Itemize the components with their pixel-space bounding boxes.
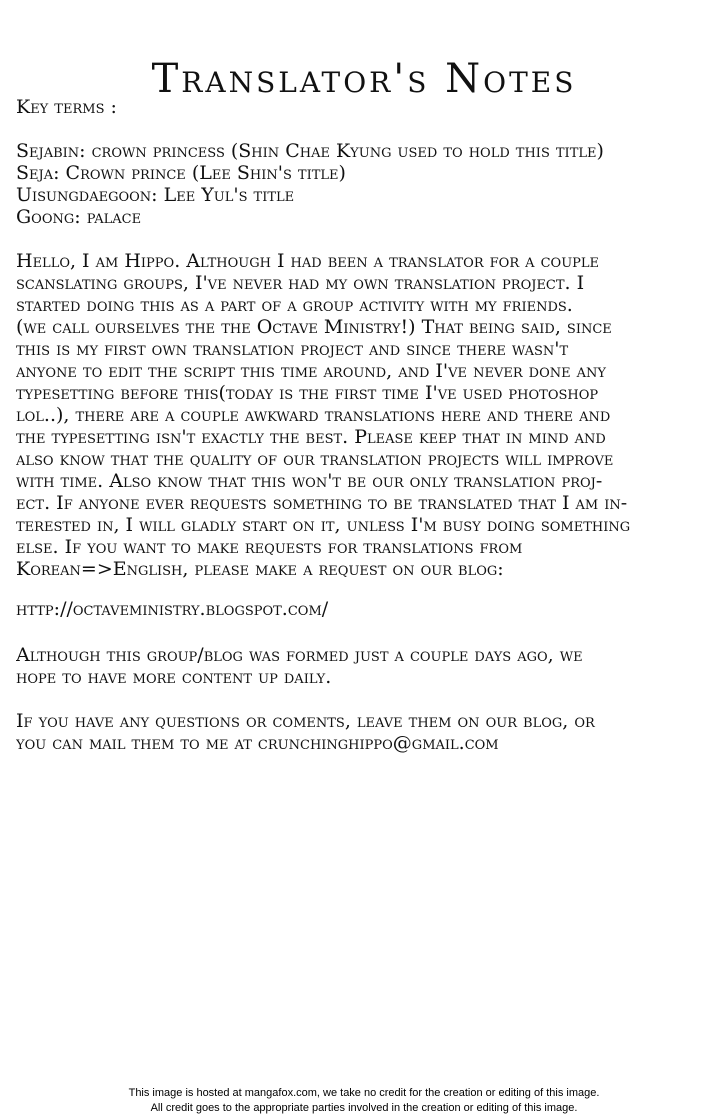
intro-line: lol..), there are a couple awkward translations here and there and [16,404,611,426]
intro-line: typesetting before this(today is the first time I've used photoshop [16,382,599,404]
intro-paragraph [16,250,716,580]
page-title: Translator's Notes [151,55,577,102]
intro-line: started doing this as a part of a group activity with my friends. [16,294,573,316]
closing-line: hope to have more content up daily. [16,666,332,688]
intro-line: Korean=>English, please make a request on our blog: [16,558,504,580]
key-terms-heading: Key terms : [16,96,117,118]
disclaimer-line: All credit goes to the appropriate parties involved in the creation or editing of this image. [150,1102,578,1114]
disclaimer-line: This image is hosted at mangafox.com, we take no credit for the creation or editing of this image. [128,1087,600,1099]
closing-paragraph-1 [16,644,716,688]
key-term-item: Uisungdaegoon: Lee Yul's title [16,184,295,206]
closing-line: If you have any questions or coments, leave them on our blog, or [16,710,595,732]
closing-line: Although this group/blog was formed just a couple days ago, we [16,644,583,666]
hosting-disclaimer [0,1086,728,1116]
intro-line: with time. Also know that this won't be our only translation proj- [16,470,603,492]
intro-line: Hello, I am Hippo. Although I had been a translator for a couple [16,250,600,272]
intro-line: also know that the quality of our translation projects will improve [16,448,614,470]
closing-line: you can mail them to me at crunchinghippo@gmail.com [16,732,499,754]
key-term-item: Sejabin: crown princess (Shin Chae Kyung used to hold this title) [16,140,604,162]
key-term-item: Seja: Crown prince (Lee Shin's title) [16,162,346,184]
key-term-item: Goong: palace [16,206,142,228]
intro-line: else. If you want to make requests for translations from [16,536,523,558]
key-terms-list [16,140,716,228]
blog-url: http://octaveministry.blogspot.com/ [16,598,329,620]
intro-line: anyone to edit the script this time around, and I've never done any [16,360,606,382]
intro-line: the typesetting isn't exactly the best. Please keep that in mind and [16,426,606,448]
intro-line: ect. If anyone ever requests something to be translated that I am in- [16,492,628,514]
intro-line: terested in, I will gladly start on it, unless I'm busy doing something [16,514,631,536]
intro-line: (we call ourselves the the Octave Ministry!) That being said, since [16,316,612,338]
intro-line: scanslating groups, I've never had my own translation project. I [16,272,585,294]
intro-line: this is my first own translation project and since there wasn't [16,338,569,360]
closing-paragraph-2 [16,710,716,754]
